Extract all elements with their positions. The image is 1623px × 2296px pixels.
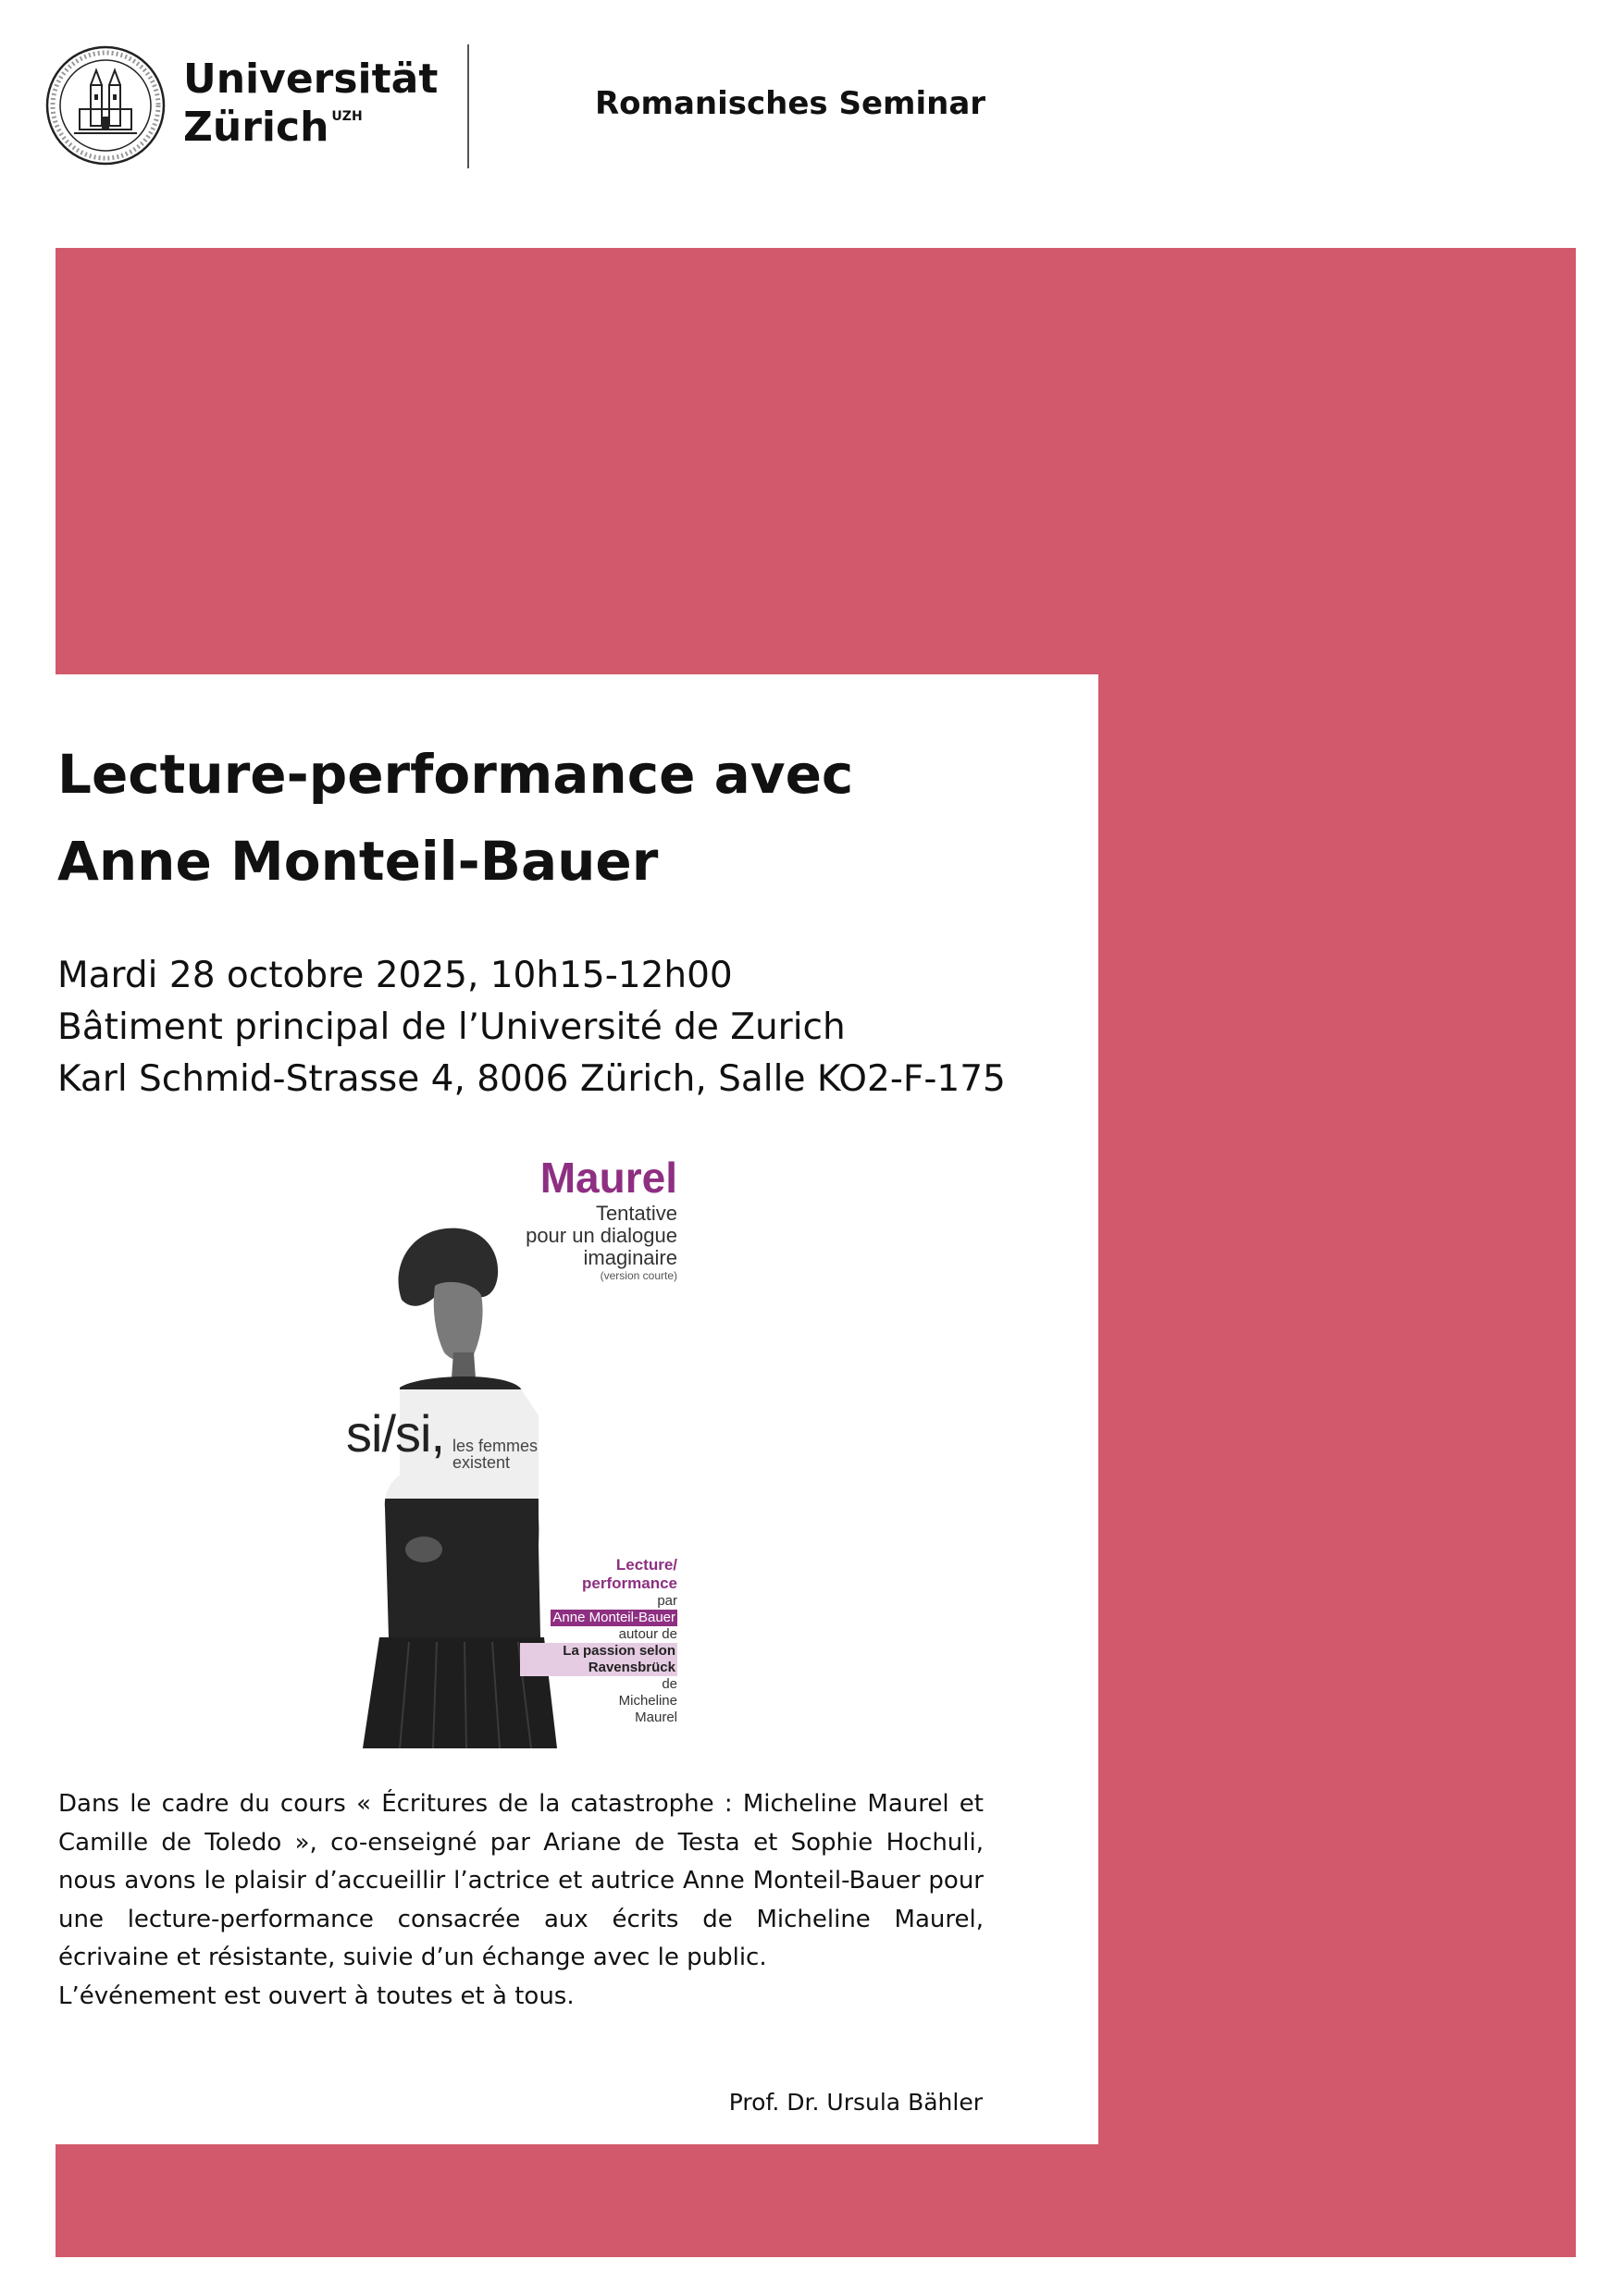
description-paragraph: Dans le cadre du cours « Écritures de la catastrophe : Micheline Maurel et Camille de Toledo », co-enseigné par Ariane de Testa et Sophie Hochuli, nous avons le plaisir d’accueillir l’actrice et autrice Anne Monteil-Bauer pour une lecture-performance consacrée aux écrits de Micheline Maurel, écrivaine et résistante, suivie d’un échange avec le public. xyxy=(58,1790,984,1971)
poster-name: Maurel xyxy=(539,1154,677,1202)
poster-author-line2: Maurel xyxy=(635,1710,677,1725)
poster-subtitle-line3: imaginaire xyxy=(583,1246,677,1269)
poster-credits xyxy=(520,1556,677,1726)
university-name-line1: Universität xyxy=(183,56,439,103)
poster-label-line2: performance xyxy=(582,1574,677,1592)
poster-de: de xyxy=(662,1676,677,1692)
event-building: Bâtiment principal de l’Université de Zurich xyxy=(57,1006,846,1048)
event-title-line2: Anne Monteil-Bauer xyxy=(57,830,659,893)
university-wordmark xyxy=(183,56,438,152)
event-description xyxy=(58,1785,984,2016)
poster-autour: autour de xyxy=(618,1626,677,1642)
poster-subtitle-line2: pour un dialogue xyxy=(526,1224,677,1247)
university-abbrev: UZH xyxy=(331,108,363,124)
event-date: Mardi 28 octobre 2025, 10h15-12h00 xyxy=(57,955,733,996)
poster-subtitle-line1: Tentative xyxy=(595,1202,677,1225)
university-name-line2: Zürich xyxy=(183,103,329,151)
header-divider xyxy=(467,44,469,168)
event-poster xyxy=(335,1156,694,1748)
poster-si-tag-line2: existent xyxy=(452,1453,511,1472)
poster-si-mark: si/si, xyxy=(346,1404,444,1463)
poster-si-si-logo xyxy=(335,1389,557,1499)
department-name: Romanisches Seminar xyxy=(595,85,986,122)
poster-si-tag-line1: les femmes xyxy=(452,1437,539,1455)
poster-author-line1: Micheline xyxy=(618,1693,677,1709)
event-address: Karl Schmid-Strasse 4, 8006 Zürich, Salle KO2-F-175 xyxy=(57,1058,1006,1100)
event-title-line1: Lecture-performance avec xyxy=(57,743,854,806)
university-seal-logo xyxy=(44,44,167,167)
poster-subtitle-note: (version courte) xyxy=(600,1269,677,1282)
poster-artist: Anne Monteil-Bauer xyxy=(552,1610,675,1625)
description-closing: L’événement est ouvert à toutes et à tous. xyxy=(58,1981,575,2010)
poster-label-line1: Lecture/ xyxy=(615,1556,677,1574)
event-info xyxy=(57,950,1006,1105)
poster-book-title: La passion selon Ravensbrück xyxy=(520,1643,677,1676)
poster-si-tagline xyxy=(452,1438,538,1471)
event-title xyxy=(57,731,853,905)
signature: Prof. Dr. Ursula Bähler xyxy=(728,2089,983,2116)
poster-par: par xyxy=(657,1593,677,1609)
poster-subtitle xyxy=(492,1203,677,1282)
